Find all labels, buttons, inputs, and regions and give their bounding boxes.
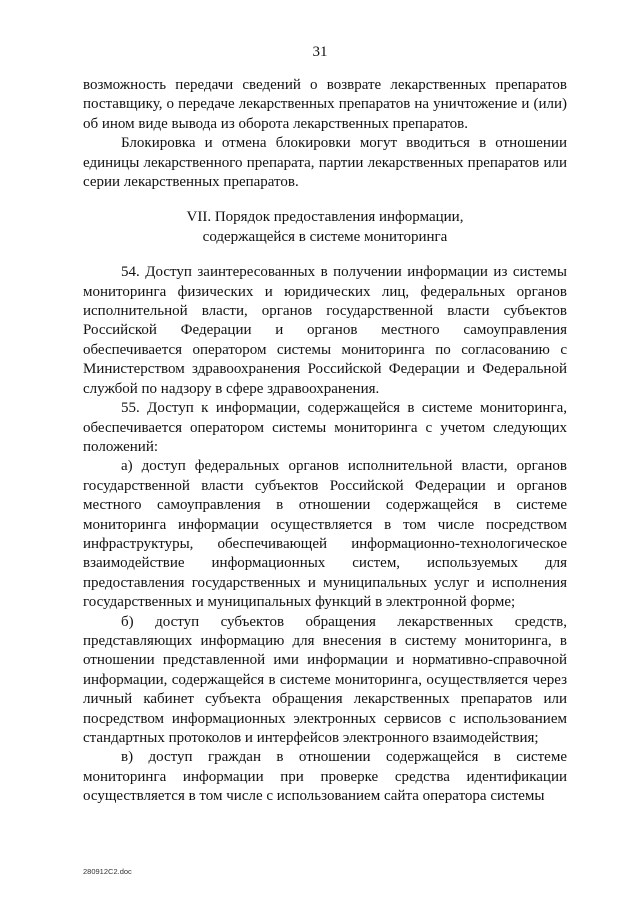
paragraph-55a: а) доступ федеральных органов исполнительной власти, органов государственной власти субъектов Российской Федерации и органов местного самоуправления в отношении содержащейся в системе мониторинга информации осуществляется в том числе посредством инфраструктуры, обеспечивающей информационно-технологическое взаимодействие информационных систем, используемых для предоставления государственных и муниципальных услуг и исполнения государственных и муниципальных функций в электронной форме; bbox=[83, 458, 567, 611]
paragraph-55: 55. Доступ к информации, содержащейся в системе мониторинга, обеспечивается оператором системы мониторинга с учетом следующих положений: bbox=[83, 400, 567, 455]
section-heading-line-1: VII. Порядок предоставления информации, bbox=[186, 209, 464, 226]
paragraph-55b: б) доступ субъектов обращения лекарственных средств, представляющих информацию для внесения в систему мониторинга, в отношении представленной ими информации и нормативно-справочной информации, содержащейся в системе мониторинга, осуществляется через личный кабинет субъекта обращения лекарственных препаратов или посредством информационных электронных сервисов с использованием стандартных протоколов и интерфейсов электронного взаимодействия; bbox=[83, 613, 567, 746]
page-number: 31 bbox=[312, 44, 328, 60]
paragraph-continued: возможность передачи сведений о возврате лекарственных препаратов поставщику, о передаче лекарственных препаратов на уничтожение и (или) об ином виде вывода из оборота лекарственных препаратов. bbox=[83, 77, 567, 132]
footer-filename: 280912C2.doc bbox=[83, 867, 132, 876]
section-heading-line-2: содержащейся в системе мониторинга bbox=[202, 228, 448, 245]
paragraph-55v: в) доступ граждан в отношении содержащейся в системе мониторинга информации при проверке средства идентификации осуществляется в том числе с использованием сайта оператора системы bbox=[83, 749, 567, 805]
paragraph-blocking: Блокировка и отмена блокировки могут вводиться в отношении единицы лекарственного препарата, партии лекарственных препаратов или серии лекарственных препаратов. bbox=[83, 135, 567, 191]
paragraph-54: 54. Доступ заинтересованных в получении информации из системы мониторинга физических и юридических лиц, федеральных органов исполнительной власти, органов государственной власти субъектов Российской Федерации и органов местного самоуправления обеспечивается оператором системы мониторинга по согласованию с Министерством здравоохранения Российской Федерации и Федеральной службой по надзору в сфере здравоохранения. bbox=[83, 264, 567, 397]
document-body bbox=[83, 76, 567, 807]
section-heading bbox=[83, 208, 567, 247]
